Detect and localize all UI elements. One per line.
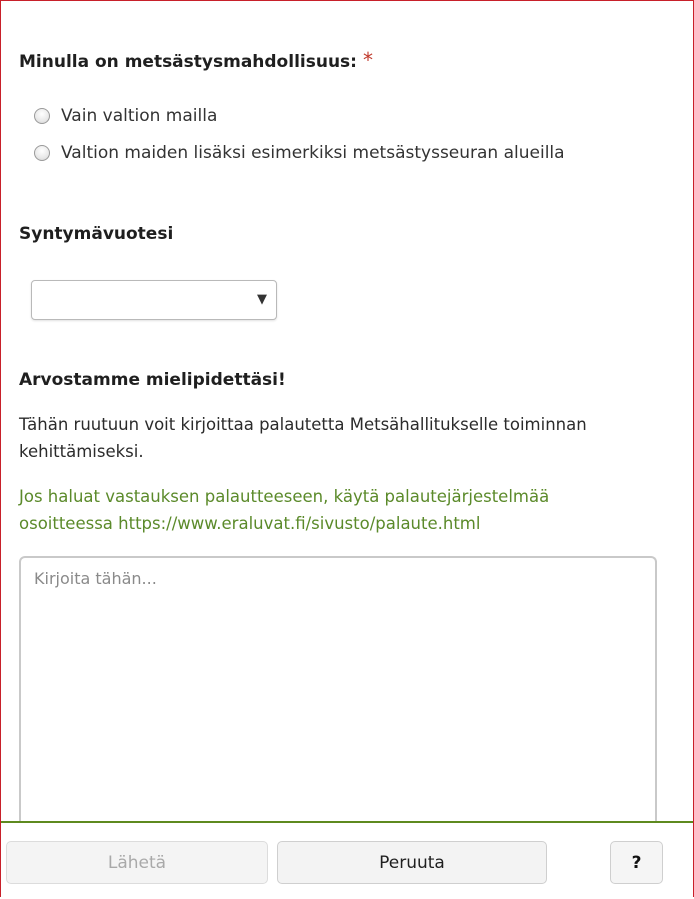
feedback-textarea-placeholder: Kirjoita tähän... — [34, 569, 157, 588]
feedback-note-text: Jos haluat vastauksen palautteeseen, käytä palautejärjestelmää osoitteessa https://www.eraluvat.fi/sivusto/palaute.html — [19, 487, 550, 533]
birth-year-label: Syntymävuotesi — [19, 224, 174, 244]
radio-option-label: Valtion maiden lisäksi esimerkiksi metsästysseuran alueilla — [61, 143, 565, 163]
help-button[interactable]: ? — [610, 841, 663, 884]
footer-toolbar — [1, 821, 693, 899]
required-asterisk: * — [362, 48, 373, 72]
radio-button[interactable] — [34, 108, 50, 124]
radio-button[interactable] — [34, 145, 50, 161]
radio-option-state-and-club-lands[interactable] — [34, 143, 565, 163]
cancel-button[interactable]: Peruuta — [277, 841, 547, 884]
feedback-intro-text: Tähän ruutuun voit kirjoittaa palautetta Metsähallitukselle toiminnan kehittämiseksi. — [19, 415, 587, 461]
birth-year-select[interactable] — [31, 280, 277, 320]
radio-option-label: Vain valtion mailla — [61, 106, 218, 126]
radio-option-state-lands-only[interactable] — [34, 106, 217, 126]
send-button[interactable]: Lähetä — [6, 841, 268, 884]
feedback-textarea[interactable] — [19, 556, 657, 831]
feedback-heading: Arvostamme mielipidettäsi! — [19, 370, 286, 390]
hunting-question-text: Minulla on metsästysmahdollisuus: — [19, 52, 357, 72]
hunting-question-label — [19, 48, 373, 72]
dropdown-arrow-icon: ▼ — [257, 292, 267, 307]
